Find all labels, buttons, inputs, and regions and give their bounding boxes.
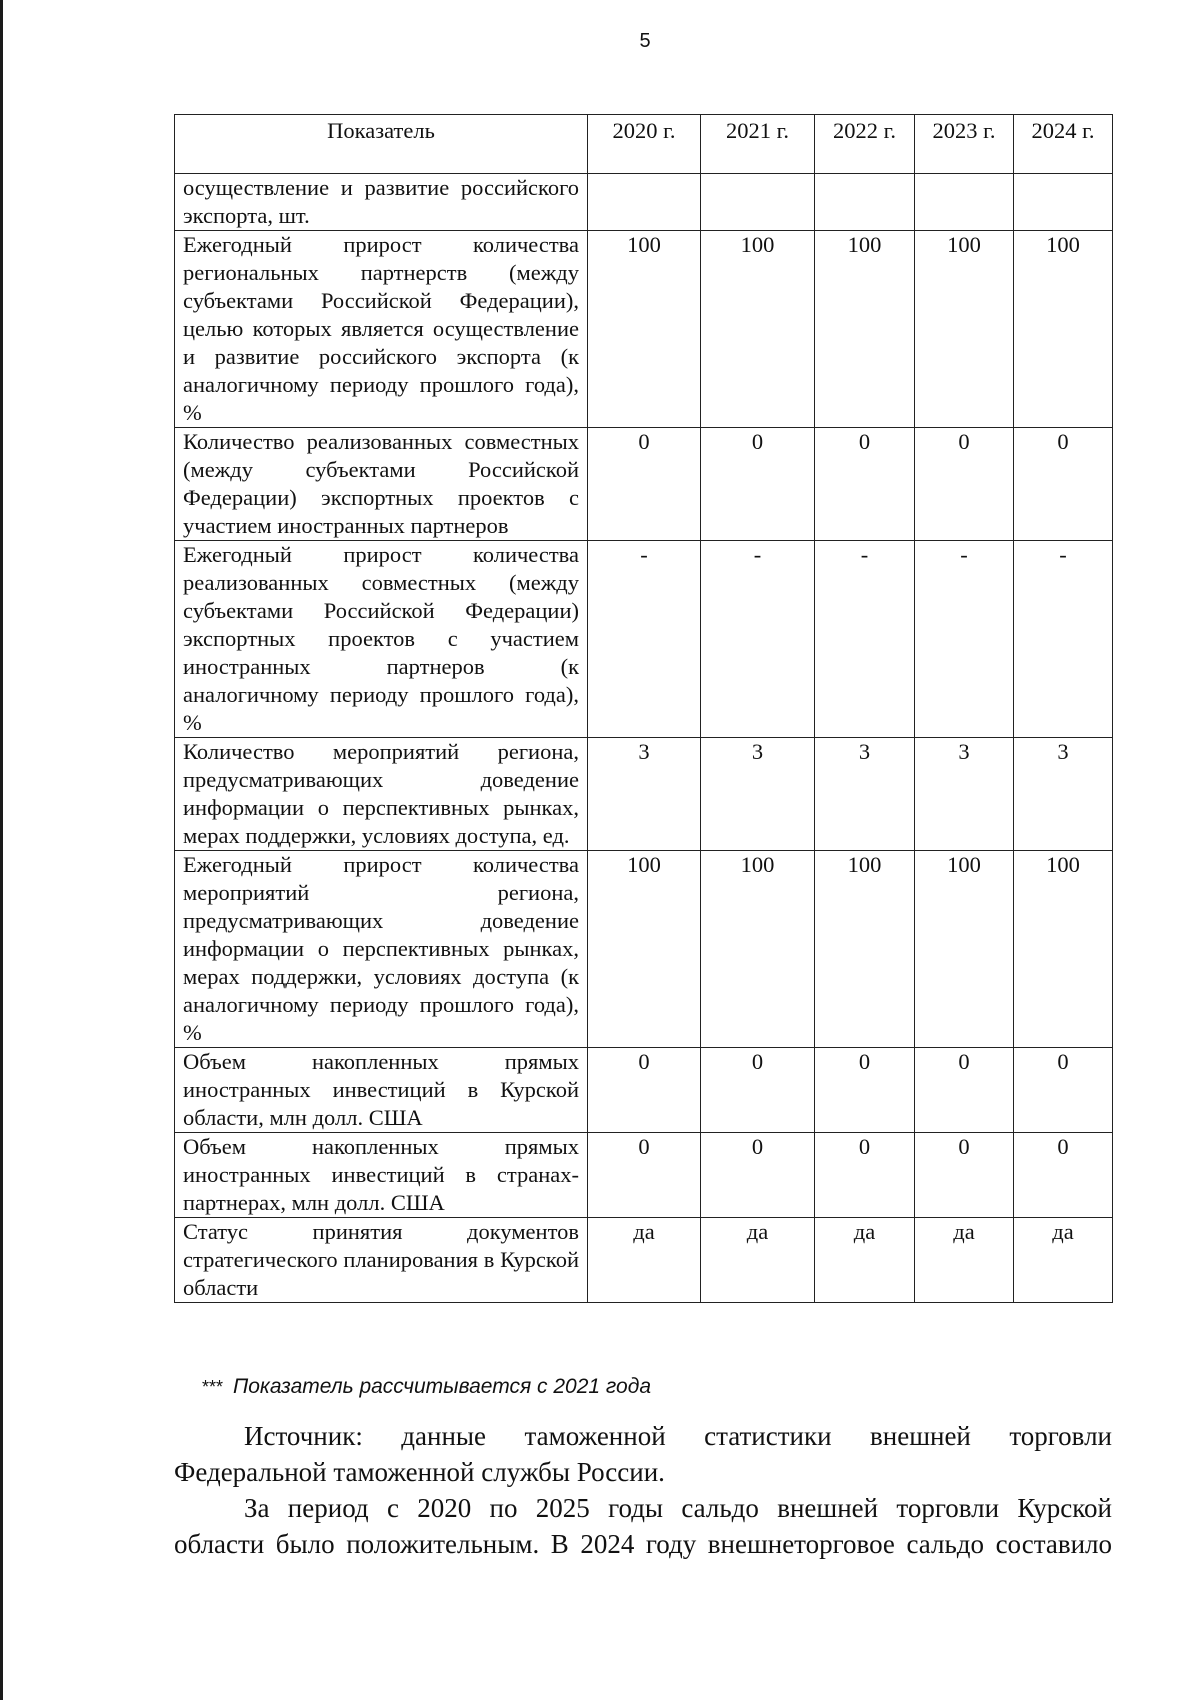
row-indicator-name: Количество мероприятий региона, предусматривающих доведение информации о перспективных рынках, мерах поддержки, условиях доступа, ед. — [175, 738, 588, 851]
source-line-1: Источник: данные таможенной статистики внешней торговли — [244, 1421, 1112, 1451]
row-value-2020: 100 — [588, 231, 701, 428]
table-row — [175, 1133, 1113, 1218]
table-header-row — [175, 115, 1113, 174]
row-value-2021 — [701, 174, 815, 231]
row-value-2023: 0 — [915, 428, 1014, 541]
row-value-2021: 0 — [701, 1048, 815, 1133]
row-indicator-name: Объем накопленных прямых иностранных инвестиций в странах-партнерах, млн долл. США — [175, 1133, 588, 1218]
row-value-2020: 3 — [588, 738, 701, 851]
table-row — [175, 174, 1113, 231]
row-value-2023: 0 — [915, 1133, 1014, 1218]
row-value-2022: да — [815, 1218, 915, 1303]
body-line-2: области было положительным. В 2024 году внешнеторговое сальдо составило — [174, 1529, 1112, 1559]
row-indicator-name: Количество реализованных совместных (между субъектами Российской Федерации) экспортных проектов с участием иностранных партнеров — [175, 428, 588, 541]
row-value-2021: 100 — [701, 851, 815, 1048]
row-value-2021: 0 — [701, 428, 815, 541]
row-value-2024: 3 — [1014, 738, 1113, 851]
header-year-2020: 2020 г. — [588, 115, 701, 174]
row-value-2023: 3 — [915, 738, 1014, 851]
row-value-2024: 0 — [1014, 428, 1113, 541]
header-year-2022: 2022 г. — [815, 115, 915, 174]
header-year-2024: 2024 г. — [1014, 115, 1113, 174]
row-value-2020 — [588, 174, 701, 231]
footnote-text: Показатель рассчитывается с 2021 года — [233, 1375, 652, 1398]
row-value-2020: 0 — [588, 1133, 701, 1218]
row-value-2023: - — [915, 541, 1014, 738]
source-line-2: Федеральной таможенной службы России. — [174, 1457, 665, 1487]
header-indicator: Показатель — [175, 115, 588, 174]
row-indicator-name: Статус принятия документов стратегического планирования в Курской области — [175, 1218, 588, 1303]
row-indicator-name: Ежегодный прирост количества региональных партнерств (между субъектами Российской Федерации), целью которых является осуществление и развитие российского экспорта (к аналогичному периоду прошлого года), % — [175, 231, 588, 428]
table-row — [175, 738, 1113, 851]
row-value-2022: 100 — [815, 851, 915, 1048]
row-value-2024: 100 — [1014, 851, 1113, 1048]
table-row — [175, 851, 1113, 1048]
row-value-2022: 3 — [815, 738, 915, 851]
row-indicator-name: осуществление и развитие российского экспорта, шт. — [175, 174, 588, 231]
table-row — [175, 428, 1113, 541]
row-value-2022 — [815, 174, 915, 231]
table-row — [175, 1048, 1113, 1133]
page-left-edge — [0, 0, 3, 1700]
row-value-2024: да — [1014, 1218, 1113, 1303]
row-value-2022: - — [815, 541, 915, 738]
source-paragraph — [174, 1418, 1112, 1490]
row-value-2024 — [1014, 174, 1113, 231]
row-value-2024: 100 — [1014, 231, 1113, 428]
row-value-2023: 0 — [915, 1048, 1014, 1133]
table-footnote — [202, 1375, 651, 1399]
row-value-2020: 100 — [588, 851, 701, 1048]
header-year-2023: 2023 г. — [915, 115, 1014, 174]
row-value-2024: 0 — [1014, 1048, 1113, 1133]
row-value-2022: 100 — [815, 231, 915, 428]
row-value-2021: 0 — [701, 1133, 815, 1218]
row-value-2022: 0 — [815, 1133, 915, 1218]
row-value-2020: да — [588, 1218, 701, 1303]
table-row — [175, 541, 1113, 738]
row-value-2023: да — [915, 1218, 1014, 1303]
body-paragraph — [174, 1490, 1112, 1562]
row-value-2020: - — [588, 541, 701, 738]
row-value-2023 — [915, 174, 1014, 231]
row-value-2021: 3 — [701, 738, 815, 851]
body-line-1: За период с 2020 по 2025 годы сальдо внешней торговли Курской — [244, 1493, 1112, 1523]
row-indicator-name: Ежегодный прирост количества мероприятий региона, предусматривающих доведение информации о перспективных рынках, мерах поддержки, условиях доступа (к аналогичному периоду прошлого года), % — [175, 851, 588, 1048]
row-value-2021: - — [701, 541, 815, 738]
row-value-2021: 100 — [701, 231, 815, 428]
row-value-2021: да — [701, 1218, 815, 1303]
indicators-table — [174, 114, 1113, 1303]
row-value-2022: 0 — [815, 428, 915, 541]
header-year-2021: 2021 г. — [701, 115, 815, 174]
footnote-marker: *** — [202, 1377, 224, 1397]
page-number: 5 — [639, 30, 651, 52]
row-value-2024: 0 — [1014, 1133, 1113, 1218]
table-row — [175, 1218, 1113, 1303]
row-indicator-name: Объем накопленных прямых иностранных инвестиций в Курской области, млн долл. США — [175, 1048, 588, 1133]
table-row — [175, 231, 1113, 428]
row-indicator-name: Ежегодный прирост количества реализованных совместных (между субъектами Российской Федерации) экспортных проектов с участием иностранных партнеров (к аналогичному периоду прошлого года), % — [175, 541, 588, 738]
row-value-2023: 100 — [915, 851, 1014, 1048]
row-value-2022: 0 — [815, 1048, 915, 1133]
row-value-2020: 0 — [588, 1048, 701, 1133]
row-value-2024: - — [1014, 541, 1113, 738]
row-value-2023: 100 — [915, 231, 1014, 428]
row-value-2020: 0 — [588, 428, 701, 541]
